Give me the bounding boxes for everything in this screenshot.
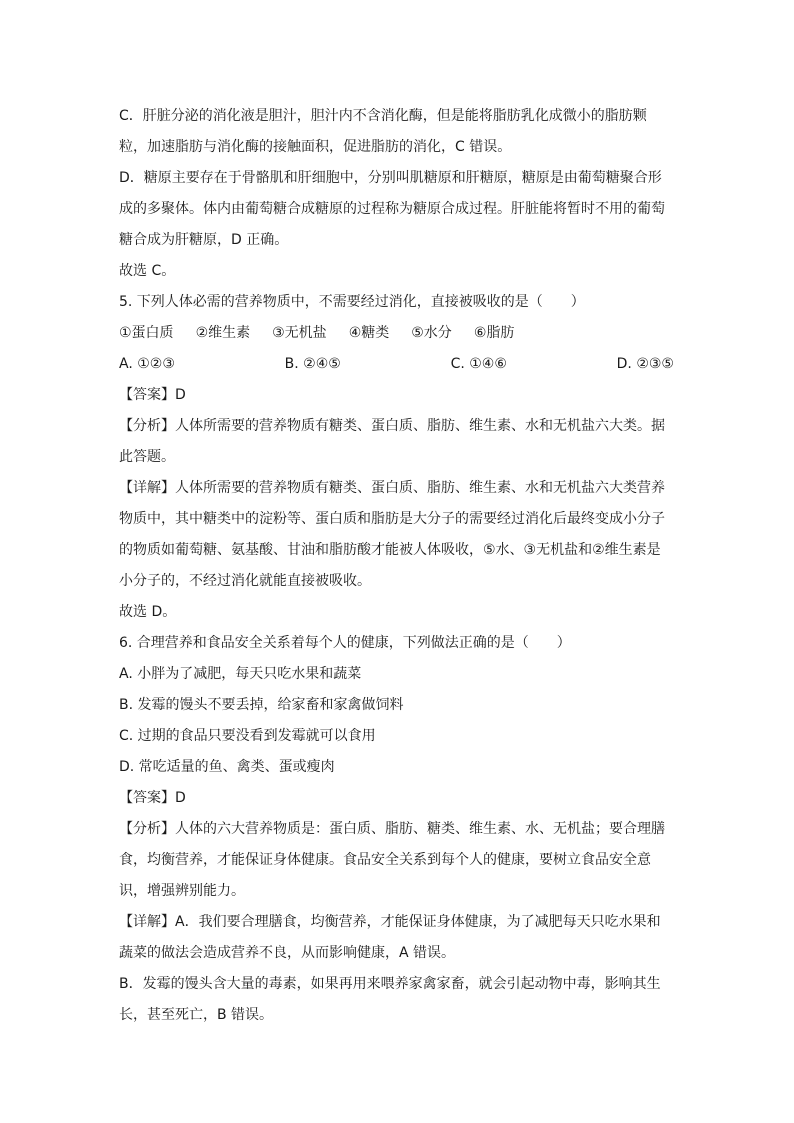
q5-option-a: A. ①②③	[119, 356, 175, 372]
q5-item: ②维生素	[195, 325, 251, 341]
text-line: 蔬菜的做法会造成营养不良，从而影响健康，A 错误。	[119, 945, 456, 961]
text-line: 长，甚至死亡，B 错误。	[119, 1007, 274, 1023]
question-5-options	[119, 349, 674, 380]
text-line: 成的多聚体。体内由葡萄糖合成糖原的过程称为糖原合成过程。肝脏能将暂时不用的葡萄	[119, 201, 665, 217]
text-line: D．糖原主要存在于骨骼肌和肝细胞中，分别叫肌糖原和肝糖原，糖原是由葡萄糖聚合形	[119, 170, 662, 186]
question-6-stem: 6. 合理营养和食品安全关系着每个人的健康，下列做法正确的是（ ）	[119, 635, 571, 651]
text-line: 故选 C。	[119, 263, 176, 279]
text-line: 【分析】人体所需要的营养物质有糖类、蛋白质、脂肪、维生素、水和无机盐六大类。据	[119, 418, 665, 434]
text-line: 的物质如葡萄糖、氨基酸、甘油和脂肪酸才能被人体吸收，⑤水、③无机盐和②维生素是	[119, 542, 661, 558]
answer-label: 【答案】D	[119, 790, 186, 806]
text-line: 识，增强辨别能力。	[119, 883, 245, 899]
text-line: 小分子的，不经过消化就能直接被吸收。	[119, 573, 371, 589]
q6-option-d: D. 常吃适量的鱼、禽类、蛋或瘦肉	[119, 759, 335, 775]
text-line: 粒，加速脂肪与消化酶的接触面积，促进脂肪的消化，C 错误。	[119, 139, 512, 155]
text-line: B．发霉的馒头含大量的毒素，如果再用来喂养家禽家畜，就会引起动物中毒，影响其生	[119, 976, 661, 992]
answer-label: 【答案】D	[119, 387, 186, 403]
q5-item: ⑥脂肪	[473, 325, 515, 341]
text-line: 【详解】人体所需要的营养物质有糖类、蛋白质、脂肪、维生素、水和无机盐六大类营养	[119, 480, 665, 496]
q5-item: ⑤水分	[411, 325, 452, 341]
question-5-items	[119, 318, 674, 349]
text-line: 【详解】A．我们要合理膳食，均衡营养，才能保证身体健康，为了减肥每天只吃水果和	[119, 914, 661, 930]
q5-item: ③无机盐	[272, 325, 327, 341]
question-5-stem: 5. 下列人体必需的营养物质中，不需要经过消化，直接被吸收的是（ ）	[119, 294, 585, 310]
q5-option-b: B. ②④⑤	[284, 356, 341, 372]
text-line: C．肝脏分泌的消化液是胆汁，胆汁内不含消化酶，但是能将脂肪乳化成微小的脂肪颗	[119, 108, 647, 124]
text-line: 物质中，其中糖类中的淀粉等、蛋白质和脂肪是大分子的需要经过消化后最终变成小分子	[119, 511, 665, 527]
q6-option-c: C. 过期的食品只要没看到发霉就可以食用	[119, 728, 376, 744]
q5-item: ①蛋白质	[119, 325, 174, 341]
q5-option-c: C. ①④⑥	[450, 356, 507, 372]
text-line: 【分析】人体的六大营养物质是：蛋白质、脂肪、糖类、维生素、水、无机盐；要合理膳	[119, 821, 665, 837]
text-line: 故选 D。	[119, 604, 177, 620]
text-line: 此答题。	[119, 449, 175, 465]
q5-item: ④糖类	[348, 325, 390, 341]
text-line: 糖合成为肝糖原，D 正确。	[119, 232, 289, 248]
q6-option-b: B. 发霉的馒头不要丢掉，给家畜和家禽做饲料	[119, 697, 404, 713]
text-line: 食，均衡营养，才能保证身体健康。食品安全关系到每个人的健康，要树立食品安全意	[119, 852, 651, 868]
q5-option-d: D. ②③⑤	[616, 356, 674, 372]
q6-option-a: A. 小胖为了减肥，每天只吃水果和蔬菜	[119, 666, 362, 682]
